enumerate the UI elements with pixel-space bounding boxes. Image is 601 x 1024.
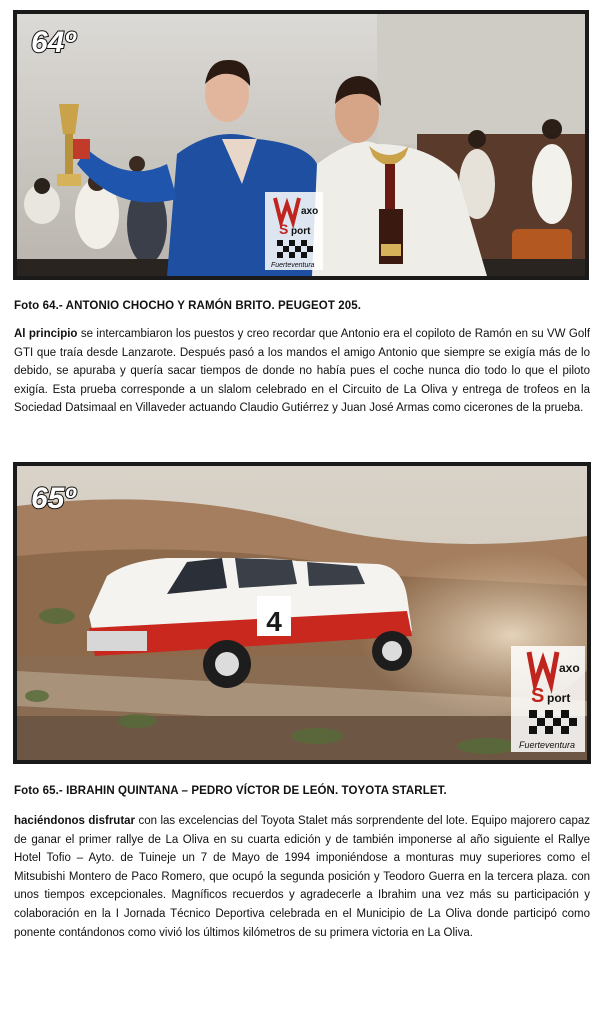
photo-65-number: 65º: [31, 482, 76, 515]
svg-text:axo: axo: [559, 661, 580, 675]
paragraph-2-text: con las excelencias del Toyota Stalet más sorprendente del lote. Equipo majorero capaz de ganar el primer rallye de La Oliva en su cuarta edición y de también imponerse al año siguiente el Rallye Hotel Tofio – Ayto. de Tuineje un 7 de Mayo de 1994 imponiéndose a monturas muy superiores como el Mitsubishi Montero de Paco Romero, que ocupó la segunda posición y Teodoro Guerra en la tercera plaza. con unos tiempos excepcionales. Magníficos recuerdos y agradecerle a Ibrahim una vez más su participación y colaboración en la I Jornada Técnico Deportiva celebrada en el Municipio de La Oliva donde participó como ponente contándonos como vivió los últimos kilómetros de su primera victoria en La Oliva.: [14, 815, 590, 939]
photo-65: [13, 462, 591, 764]
maxo-sport-logo-place: Fuerteventura: [271, 262, 315, 269]
paragraph-2: [14, 812, 590, 942]
paragraph-1-text: se intercambiaron los puestos y creo recordar que Antonio era el copiloto de Ramón en su VW Golf GTI que traía desde Lanzarote. Después pasó a los mandos el amigo Antonio que siempre se exigía más de lo debido, se apuraba y quería sacar tiempos de donde no había pues el coche nunca dio todo lo que el piloto exigía. Esta prueba corresponde a un slalom celebrado en el Circuito de La Oliva y entrega de trofeos en la Sociedad Datsimaal en Villaveder actuando Claudio Gutiérrez y Juan José Armas como cicerones de la prueba.: [14, 328, 591, 415]
maxo-sport-logo: [265, 192, 323, 270]
maxo-sport-logo-place: Fuerteventura: [519, 740, 576, 750]
maxo-sport-logo-icon: [265, 192, 323, 270]
maxo-sport-logo: [511, 646, 585, 752]
paragraph-1-lead: Al principio: [14, 328, 78, 340]
svg-text:port: port: [291, 226, 311, 237]
paragraph-1: [14, 325, 590, 418]
maxo-sport-logo-icon: [511, 646, 585, 752]
caption-photo-64: Foto 64.- ANTONIO CHOCHO Y RAMÓN BRITO. PEUGEOT 205.: [14, 300, 362, 312]
caption-photo-65: Foto 65.- IBRAHIN QUINTANA – PEDRO VÍCTOR DE LEÓN. TOYOTA STARLET.: [14, 785, 447, 797]
photo-65-image: [17, 466, 587, 760]
svg-text:axo: axo: [301, 206, 319, 217]
paragraph-2-lead: haciéndonos disfrutar: [14, 815, 136, 827]
svg-text:port: port: [547, 691, 571, 705]
svg-text:S: S: [279, 221, 289, 237]
photo-64: [13, 10, 589, 280]
svg-text:S: S: [531, 685, 545, 707]
photo-64-number: 64º: [31, 26, 76, 59]
car-number: 4: [266, 606, 282, 637]
